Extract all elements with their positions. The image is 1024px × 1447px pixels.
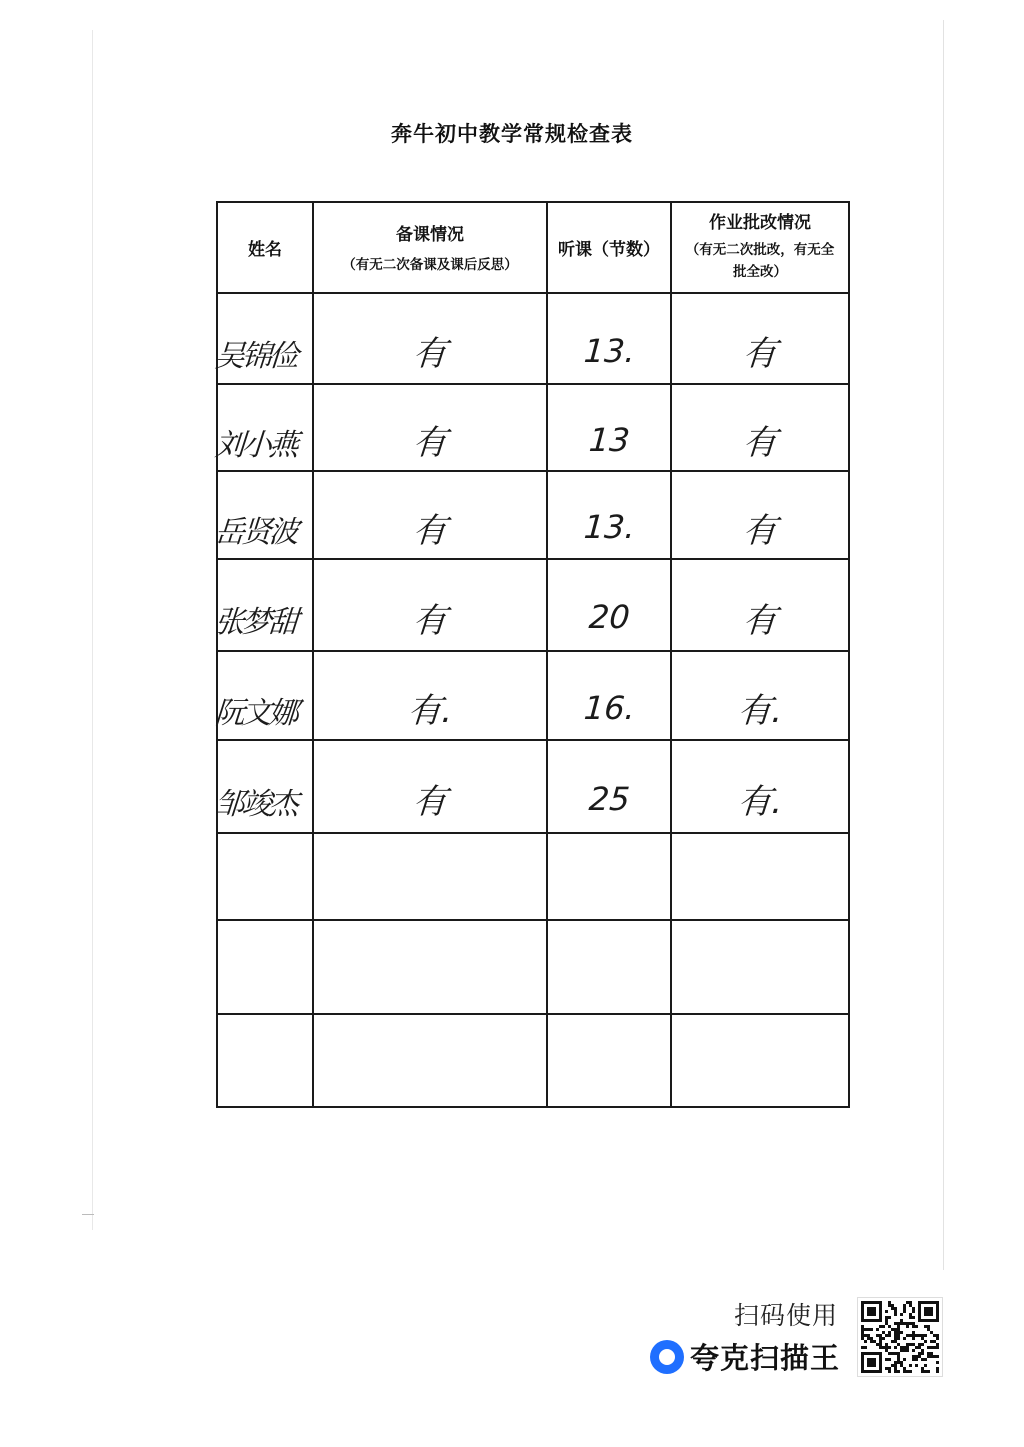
cell-homework xyxy=(671,1014,849,1107)
cell-listen xyxy=(547,1014,671,1107)
cell-listen: 20 xyxy=(547,559,671,651)
cell-homework: 有 xyxy=(671,384,849,471)
cell-name xyxy=(217,833,313,920)
cell-homework: 有. xyxy=(671,651,849,740)
cell-listen: 13 xyxy=(547,384,671,471)
cell-homework: 有 xyxy=(671,559,849,651)
scan-mark xyxy=(82,1214,94,1215)
scan-to-use-text: 扫码使用 xyxy=(734,1301,839,1330)
page-edge-left xyxy=(92,30,93,1230)
cell-homework: 有. xyxy=(671,740,849,833)
cell-prep: 有. xyxy=(313,651,547,740)
table-row xyxy=(217,1014,849,1107)
document-title: 奔牛初中教学常规检查表 xyxy=(391,121,633,146)
cell-prep: 有 xyxy=(313,559,547,651)
cell-name: 岳贤波 xyxy=(217,471,313,559)
cell-prep: 有 xyxy=(313,740,547,833)
brand-lockup xyxy=(650,1336,840,1377)
cell-name xyxy=(217,920,313,1014)
cell-prep: 有 xyxy=(313,384,547,471)
cell-name: 阮文娜 xyxy=(217,651,313,740)
cell-name: 吴锦俭 xyxy=(217,293,313,384)
cell-homework xyxy=(671,833,849,920)
cell-prep xyxy=(313,1014,547,1107)
cell-homework xyxy=(671,920,849,1014)
header-homework: 作业批改情况 （有无二次批改，有无全批全改） xyxy=(671,202,849,293)
cell-listen: 25 xyxy=(547,740,671,833)
header-prep: 备课情况 （有无二次备课及课后反思） xyxy=(313,202,547,293)
cell-homework: 有 xyxy=(671,471,849,559)
cell-prep: 有 xyxy=(313,293,547,384)
table-row xyxy=(217,384,849,471)
cell-name: 邹竣杰 xyxy=(217,740,313,833)
quark-logo-icon xyxy=(650,1340,684,1374)
header-name: 姓名 xyxy=(217,202,313,293)
table-header-row xyxy=(217,202,849,293)
table-row xyxy=(217,920,849,1014)
inspection-table xyxy=(213,201,850,1108)
cell-prep: 有 xyxy=(313,471,547,559)
table-row xyxy=(217,833,849,920)
table-row xyxy=(217,559,849,651)
table-row xyxy=(217,293,849,384)
cell-prep xyxy=(313,920,547,1014)
cell-listen xyxy=(547,920,671,1014)
table-row xyxy=(217,651,849,740)
table-row xyxy=(217,740,849,833)
brand-name: 夸克扫描王 xyxy=(690,1341,841,1375)
cell-listen: 13. xyxy=(547,293,671,384)
qr-code-icon[interactable] xyxy=(857,1297,943,1377)
table-row xyxy=(217,471,849,559)
cell-listen xyxy=(547,833,671,920)
cell-listen: 16. xyxy=(547,651,671,740)
page-edge-right xyxy=(943,20,944,1270)
cell-listen: 13. xyxy=(547,471,671,559)
cell-name xyxy=(217,1014,313,1107)
header-listen: 听课（节数） xyxy=(547,202,671,293)
cell-homework: 有 xyxy=(671,293,849,384)
cell-name: 张梦甜 xyxy=(217,559,313,651)
cell-name: 刘小燕 xyxy=(217,384,313,471)
cell-prep xyxy=(313,833,547,920)
